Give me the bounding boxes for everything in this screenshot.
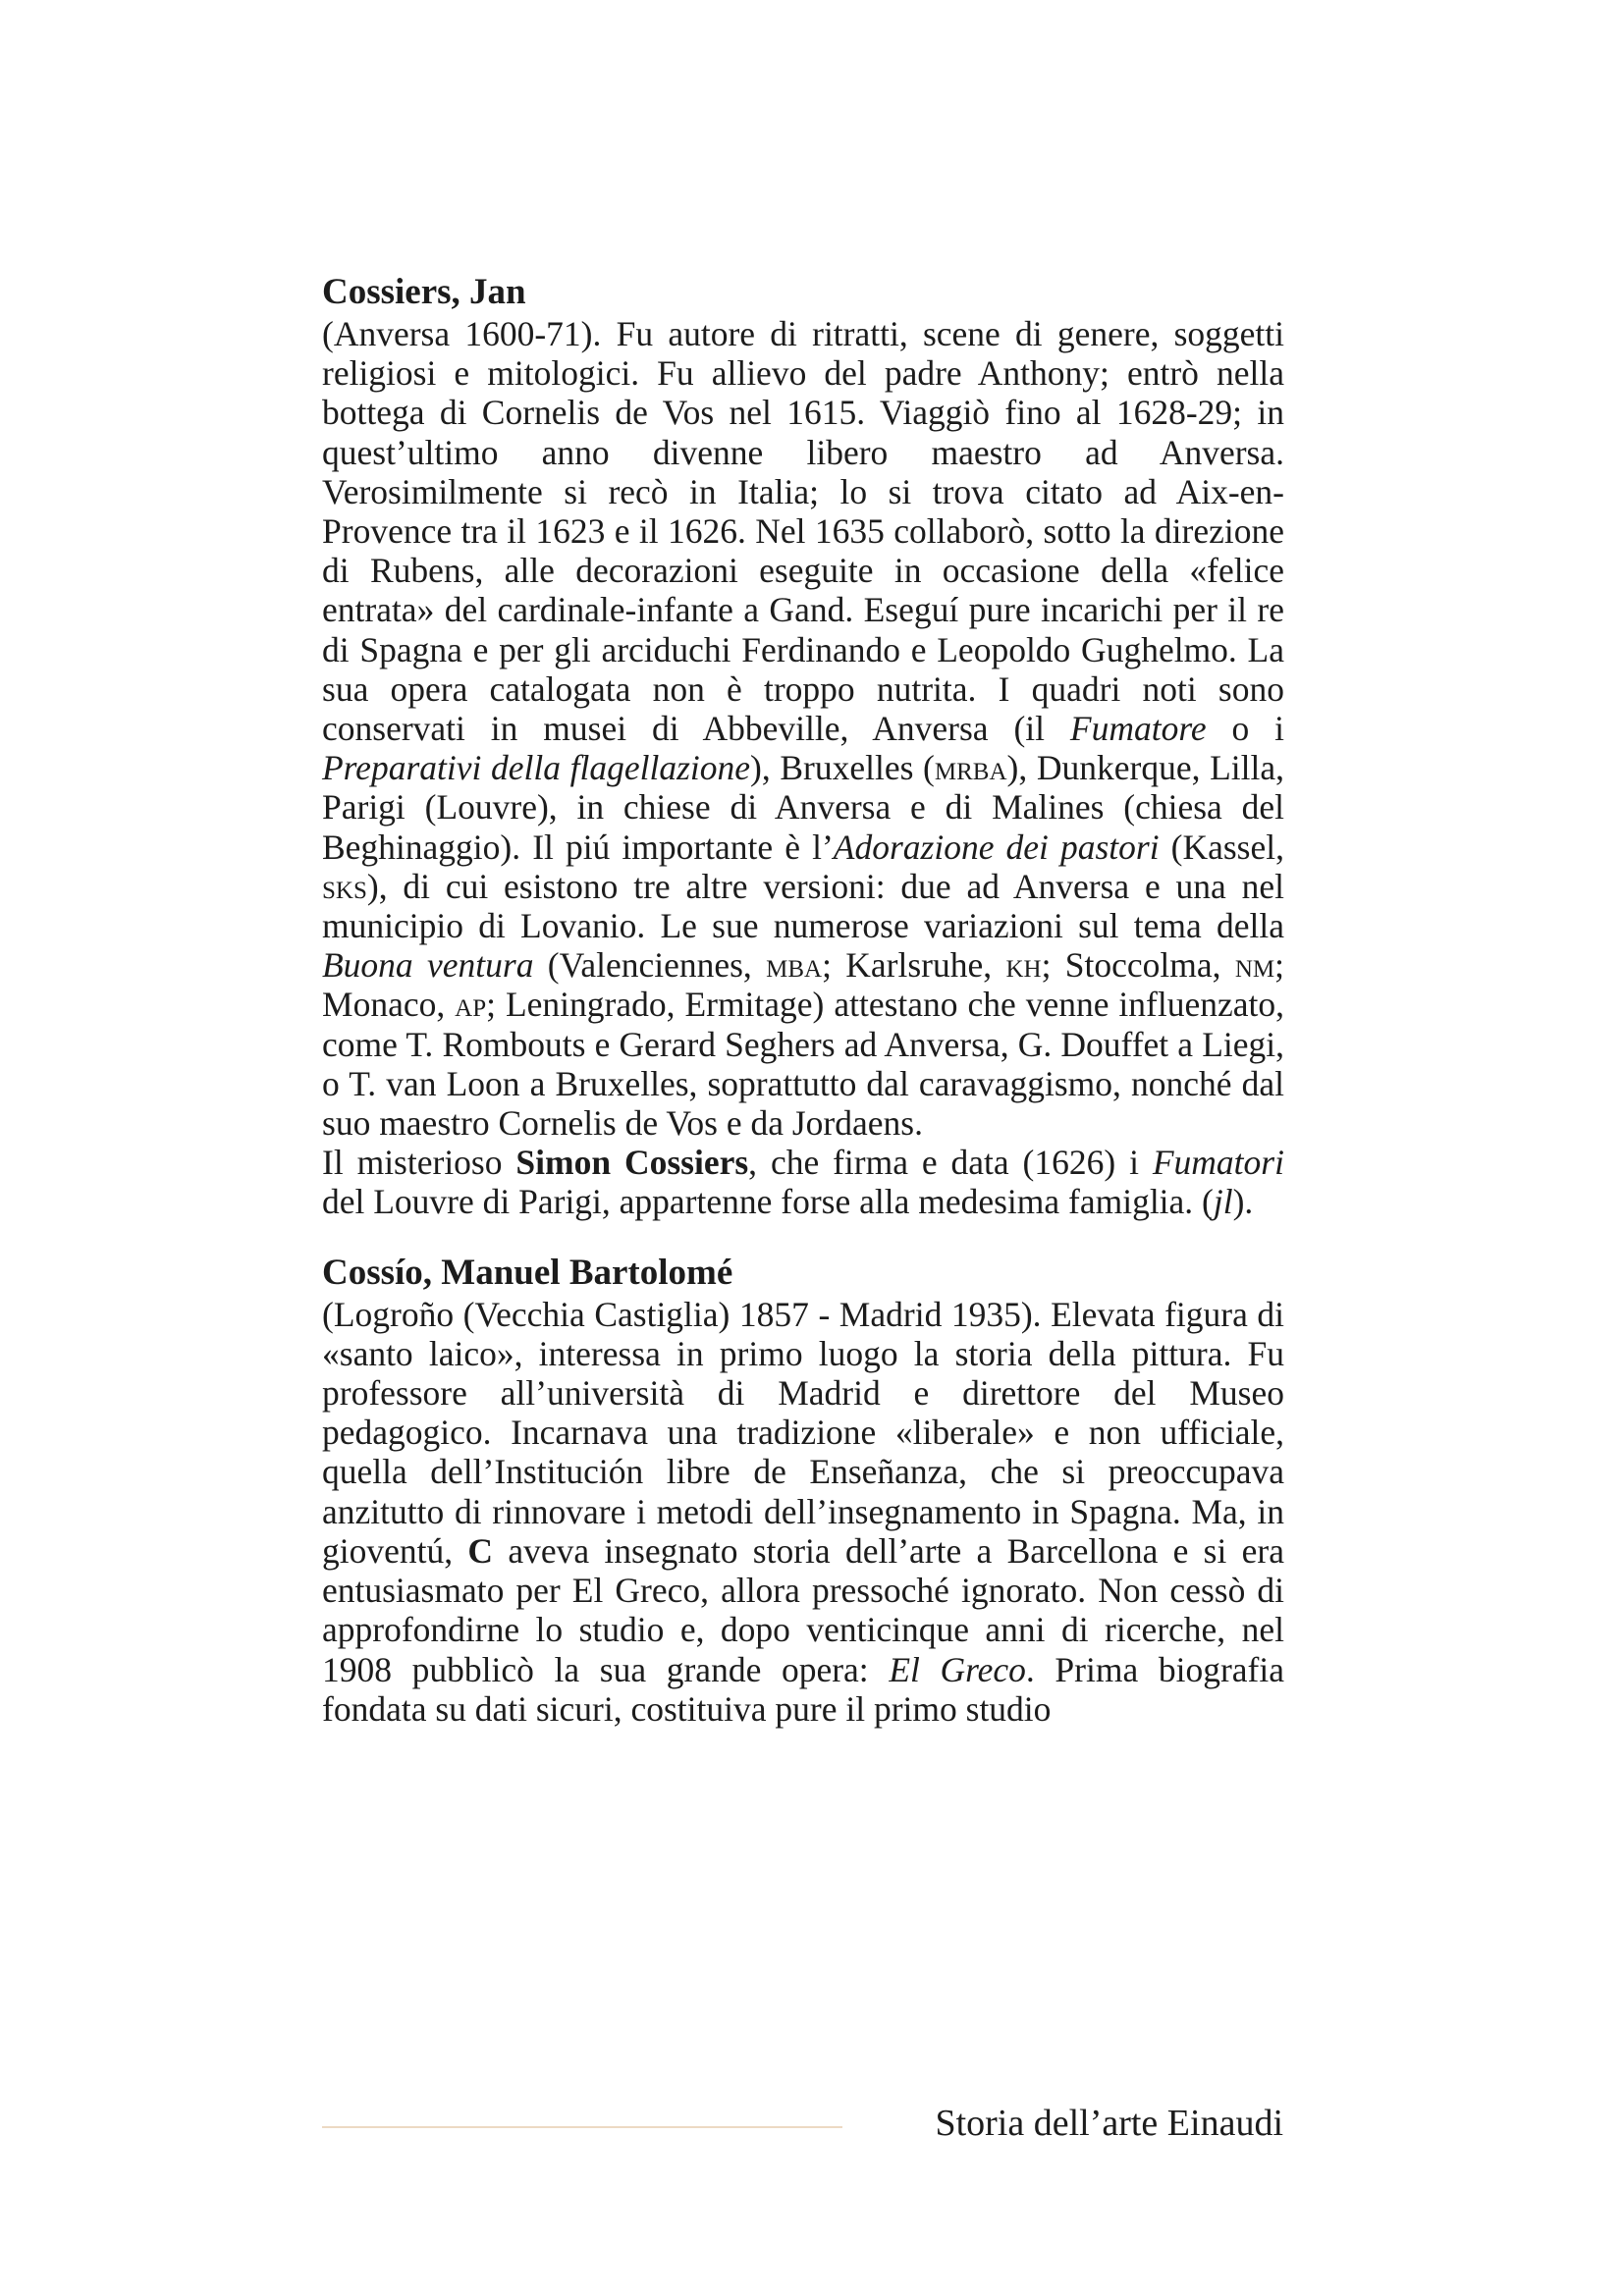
italic-text: El Greco (889, 1649, 1026, 1689)
text-run: ; Leningrado, Ermitage) attestano che venne influenzato, come T. Rombouts e Gerard Seghers ad Anversa, G. Douffet a Liegi, o T. van Loon a Bruxelles, soprattutto dal caravaggismo, nonché dal suo maestro Cornelis de Vos e da Jordaens. (322, 985, 1284, 1144)
text-run: ; Stoccolma, (1041, 945, 1235, 986)
text-run: o i (1206, 709, 1284, 749)
text-run: aveva insegnato storia dell’arte a Barcellona e si era entusiasmato per El Greco, allora pressoché ignorato. Non cessò di approfondirne lo studio e, dopo venticinque anni di ricerche, nel 1908 pubblicò la sua grande opera: (322, 1530, 1285, 1689)
abbreviation: sks (322, 866, 367, 906)
bold-text: Simon Cossiers (515, 1143, 749, 1183)
text-run: (Kassel, (1159, 827, 1284, 867)
entry-paragraph (322, 314, 1284, 1143)
footer-rule (322, 2126, 842, 2128)
text-run: ), di cui esistono tre altre versioni: due ad Anversa e una nel municipio di Lovanio. Le sue numerose variazioni sul tema della (322, 866, 1284, 946)
text-run: , che firma e data (1626) i (748, 1143, 1153, 1183)
entry-title: Cossío, Manuel Bartolomé (322, 1252, 733, 1293)
italic-text: Preparativi della flagellazione (322, 748, 751, 788)
abbreviation: mba (766, 945, 823, 986)
abbreviation: ap (455, 985, 487, 1025)
text-run: Il misterioso (322, 1143, 516, 1183)
footer-title: Storia dell’arte Einaudi (935, 2103, 1283, 2144)
text-run: ). (1232, 1182, 1254, 1222)
italic-text: Fumatori (1152, 1143, 1284, 1183)
italic-text: Adorazione dei pastori (833, 827, 1160, 867)
entry-paragraph (322, 1295, 1284, 1729)
italic-text: Buona ventura (322, 945, 534, 986)
text-run: (Valenciennes, (533, 945, 767, 986)
italic-text: Fumatore (1069, 709, 1207, 749)
entry-paragraph (322, 1143, 1284, 1221)
text-run: . Prima biografia fondata su dati sicuri, costituiva pure il primo studio (322, 1649, 1284, 1729)
page-content (322, 271, 1284, 1729)
text-run: ), Bruxelles ( (750, 748, 935, 788)
text-run: ), Dunkerque, Lilla, Parigi (Louvre), in chiese di Anversa e di Malines (chiesa del Beghinaggio). Il piú importante è l’ (322, 748, 1284, 867)
italic-text: jl (1213, 1182, 1233, 1222)
abbreviation: kh (1005, 945, 1042, 986)
text-run: ; Monaco, (322, 945, 1284, 1025)
abbreviation: nm (1234, 945, 1275, 986)
text-run: ; Karlsruhe, (822, 945, 1006, 986)
text-run: (Logroño (Vecchia Castiglia) 1857 - Madrid 1935). Elevata figura di «santo laico», interessa in primo luogo la storia della pittura. Fu professore all’università di Madrid e direttore del Museo pedagogico. Incarnava una tradizione «liberale» e non ufficiale, quella dell’Institución libre de Enseñanza, che si preoccupava anzitutto di rinnovare i metodi dell’insegnamento in Spagna. Ma, in gioventú, (322, 1294, 1284, 1571)
abbreviation: mrba (934, 748, 1007, 788)
text-run: del Louvre di Parigi, appartenne forse alla medesima famiglia. ( (322, 1182, 1214, 1222)
text-run: (Anversa 1600-71). Fu autore di ritratti, scene di genere, soggetti religiosi e mitologici. Fu allievo del padre Anthony; entrò nella bottega di Cornelis de Vos nel 1615. Viaggiò fino al 1628-29; in quest’ultimo anno divenne libero maestro ad Anversa. Verosimilmente si recò in Italia; lo si trova citato ad Aix-en-Provence tra il 1623 e il 1626. Nel 1635 collaborò, sotto la direzione di Rubens, alle decorazioni eseguite in occasione della «felice entrata» del cardinale-infante a Gand. Eseguí pure incarichi per il re di Spagna e per gli arciduchi Ferdinando e Leopoldo Gughelmo. La sua opera catalogata non è troppo nutrita. I quadri noti sono conservati in musei di Abbeville, Anversa (il (322, 314, 1284, 749)
bold-text: C (467, 1530, 494, 1571)
entry-title: Cossiers, Jan (322, 272, 526, 312)
